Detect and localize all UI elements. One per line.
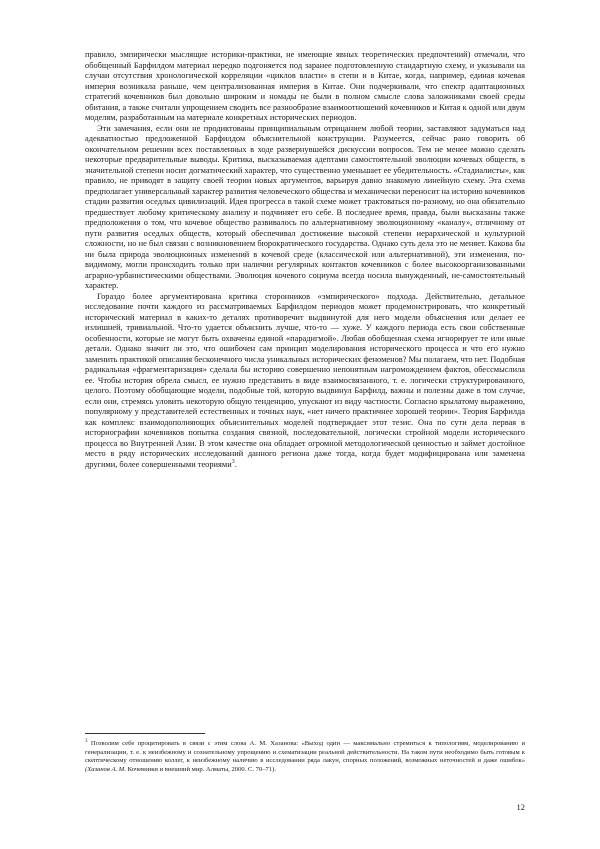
footnote-ref-author: (Хазанов А. М. <box>85 765 126 773</box>
page-number: 12 <box>516 802 525 812</box>
paragraph-2: Эти замечания, если они не продиктованы принципиальным отрицанием любой теории, заставляют задуматься над адекватностью предложенной Барфилдом объяснительной конструкции. Разумеется, сейчас рано говорить об окончательном решении всех поставленных в ходе развернувшейся дискуссии вопросов. Тем не менее можно сделать некоторые предварительные выводы. Критика, высказываемая адептами самостоятельной эволюции кочевых обществ, в значительной степени носит догматический характер, что существенно уменьшает ее убедительность. «Стадиалисты», как правило, не приводят в защиту своей теории новых аргументов, варьируя давно знакомую линейную схему. Эта схема предполагает универсальный характер развития человеческого общества и механически переносит на историю кочевников стадии развития оседлых цивилизаций. Идея прогресса в такой схеме может трактоваться по-разному, но она обязательно предшествует любому критическому анализу и подчиняет его себе. В последнее время, правда, были высказаны также предположения о том, что кочевое общество развивалось по альтернативному эволюционному «каналу», отличному от пути развития оседлых обществ, который обеспечивал достижение высокой степени иерархической и культурной сложности, но не был связан с возникновением бюрократического государства. Однако суть дела это не меняет. Какова бы ни была природа эволюционных изменений в кочевой среде (классической или альтернативной), эти изменения, по-видимому, могли происходить только при наличии регулярных контактов кочевников с более высокоорганизованными аграрно-урбанистическими обществами. Эволюция кочевого социума всегда носила вынужденный, не-самостоятельный характер. <box>85 123 525 290</box>
paragraph-3-text: Гораздо более аргументирована критика сторонников «эмпирического» подхода. Действительно, детальное исследование почти каждого из рассматриваемых Барфилдом периодов может продемонстрировать, что конкретный исторический материал в каких-то деталях противоречит выдвинутой для него модели объяснения или делает ее излишней, тривиальной. Что-то удается объяснить лучше, что-то — хуже. У каждого периода есть свои собственные особенности, которые не могут быть охвачены единой «парадигмой». Любая обобщенная схема игнорирует те или иные детали. Однако значит ли это, что ошибочен сам принцип моделирования исторического процесса и что его нужно заменить практикой описания бесконечного числа уникальных исторических феноменов? Мы полагаем, что нет. Подобная радикальная «фрагментаризация» сделала бы историю совершенно непонятным нагромождением фактов, обессмыслила ее. Чтобы история обрела смысл, ее нужно представить в виде взаимосвязанного, т. е. логически структурированного, целого. Поэтому обобщающие модели, подобные той, которую выдвинул Барфилд, важны и полезны даже в том случае, если они, стремясь уловить некоторую общую тенденцию, упускают из виду частности. Согласно крылатому выражению, популярному у представителей естественных и точных наук, «нет ничего практичнее хорошей теории». Теория Барфилда как комплекс взаимодополняющих объяснительных моделей подтверждает этот тезис. Она по сути дела первая в историографии кочевников попытка создания связной, последовательной, логически стройной модели исторического процесса во Внутренней Азии. В этом качестве она обладает огромной методологической ценностью и займет достойное место в ряду исторических исследований данного региона даже тогда, когда будет модифицирована или заменена другими, более совершенными теориями <box>85 291 525 469</box>
footnote <box>85 740 525 774</box>
paragraph-3: Гораздо более аргументирована критика сторонников «эмпирического» подхода. Действительно, детальное исследование почти каждого из рассматриваемых Барфилдом периодов может продемонстрировать, что конкретный исторический материал в каких-то деталях противоречит выдвинутой для него модели объяснения или делает ее излишней, тривиальной. Что-то удается объяснить лучше, что-то — хуже. У каждого периода есть свои собственные особенности, которые не могут быть охвачены единой «парадигмой». Любая обобщенная схема игнорирует те или иные детали. Однако значит ли это, что ошибочен сам принцип моделирования исторического процесса и что его нужно заменить практикой описания бесконечного числа уникальных исторических феноменов? Мы полагаем, что нет. Подобная радикальная «фрагментаризация» сделала бы историю совершенно непонятным нагромождением фактов, обессмыслила ее. Чтобы история обрела смысл, ее нужно представить в виде взаимосвязанного, т. е. логически структурированного, целого. Поэтому обобщающие модели, подобные той, которую выдвинул Барфилд, важны и полезны даже в том случае, если они, стремясь уловить некоторую общую тенденцию, упускают из виду частности. Согласно крылатому выражению, популярному у представителей естественных и точных наук, «нет ничего практичнее хорошей теории». Теория Барфилда как комплекс взаимодополняющих объяснительных моделей подтверждает этот тезис. Она по сути дела первая в историографии кочевников попытка создания связной, последовательной, логически стройной модели исторического процесса во Внутренней Азии. В этом качестве она обладает огромной методологической ценностью и займет достойное место в ряду исторических исследований данного региона даже тогда, когда будет модифицирована или заменена другими, более совершенными теориями$^3$. <box>85 291 525 469</box>
footnote-text: Позволим себе процитировать в связи с этим слова А. М. Хазанова: «Выход один — максимально стремиться к типологиям, моделированию и генерализации, т. е. к неизбежному и сознательному упрощению и схематизации реальной действительности. На таком пути необходимо быть готовым к скептическому отношению коллег, к неизбежному наличию в исследовании ряда лакун, спорных положений, возможных неточностей и даже ошибок» <box>85 740 525 764</box>
paragraph-1: правило, эмпирически мыслящие историки-практики, не имеющие явных теоретических предпочтений) отмечали, что обобщенный Барфилдом материал нередко подгоняется под заранее подготовленную стандартную схему, и указывали на случаи отсутствия хронологической корреляции «циклов власти» в степи и в Китае, когда, например, единая кочевая империя возникала раньше, чем централизованная империя в Китае. Они подчеркивали, что спектр адаптационных стратегий кочевников был довольно широким и номады не были в полном смысле слова заложниками своей среды обитания, а также считали упрощением сводить все разнообразие взаимоотношений кочевников и Китая к одной или двум моделям, разработанным на материале конкретных исторических периодов. <box>85 50 525 122</box>
footnote-reference-marker[interactable]: 3 <box>231 458 235 465</box>
footnote-marker: 3 <box>85 738 88 744</box>
footnote-ref-source: Кочевники и внешний мир. Алматы, 2000. С. 70–71). <box>127 765 276 773</box>
footnote-separator <box>85 733 205 734</box>
body-text <box>85 50 525 470</box>
